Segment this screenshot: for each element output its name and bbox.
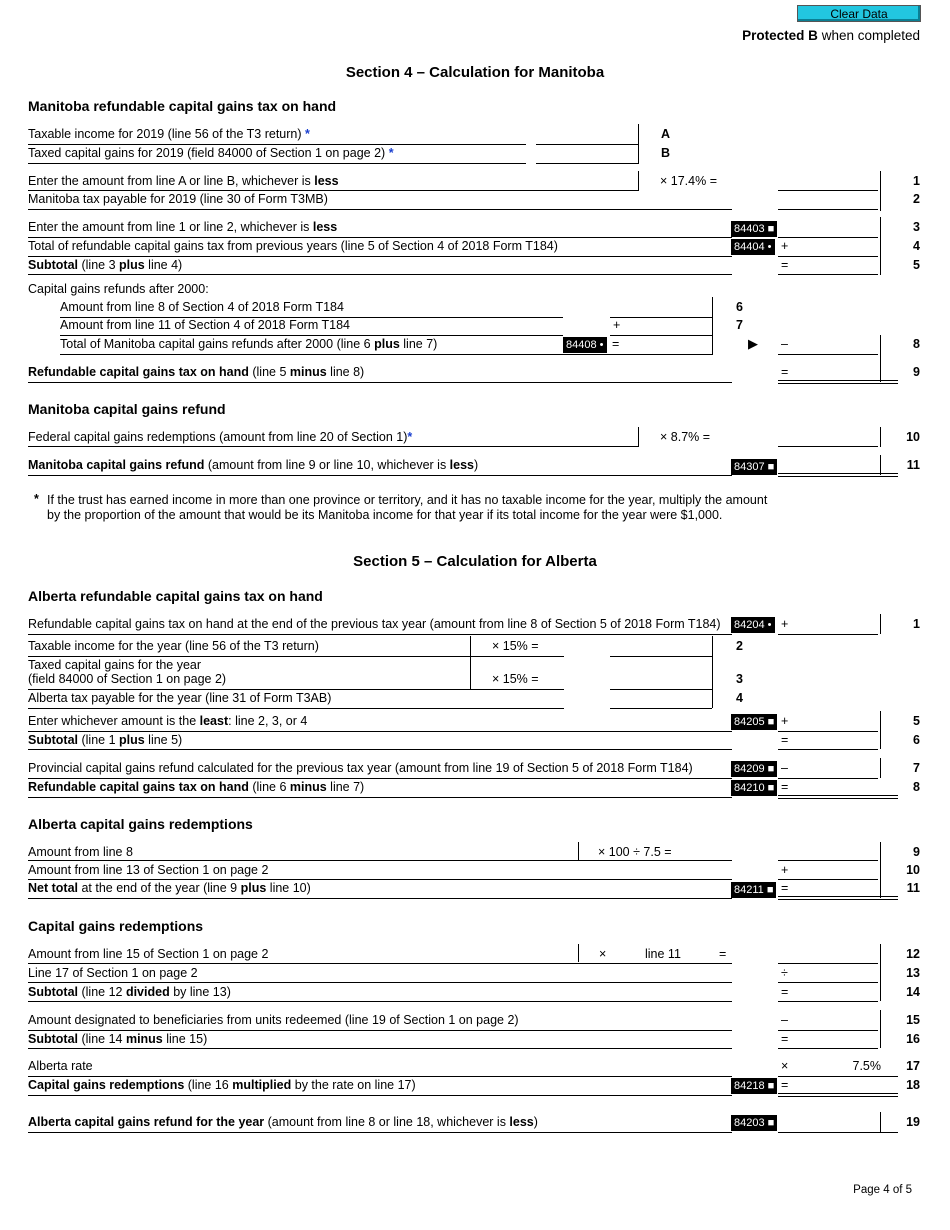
s5-line19-label bbox=[28, 1115, 538, 1129]
s4-line8-bold: plus bbox=[374, 337, 400, 351]
s5-line7-input[interactable] bbox=[795, 760, 882, 780]
s5-line17-rule bbox=[28, 1076, 732, 1077]
s5-line17-times: × bbox=[781, 1059, 789, 1073]
s4-line6-label: Amount from line 8 of Section 4 of 2018 Form T184 bbox=[60, 300, 344, 314]
s4-line8-text: Total of Manitoba capital gains refunds after 2000 (line 6 bbox=[60, 337, 375, 351]
s4-line10-text: Federal capital gains redemptions (amount from line 20 of Section 1) bbox=[28, 430, 408, 444]
s4-line9-r1: (line 5 bbox=[248, 365, 290, 379]
s5-line7-vbar bbox=[880, 758, 881, 778]
s4-line9-number: 9 bbox=[913, 365, 920, 379]
s5-line6-number: 6 bbox=[913, 733, 920, 747]
s5-line11-b2: plus bbox=[240, 881, 267, 895]
s5-line14-label bbox=[28, 985, 231, 999]
s5-line19-rule bbox=[28, 1132, 732, 1133]
arrow-right-icon: ▶ bbox=[748, 336, 758, 351]
s5-line6-r1: (line 1 bbox=[78, 733, 119, 747]
s5-line11-double-rule bbox=[778, 896, 898, 900]
field-code-84209: 84209 ■ bbox=[731, 761, 777, 777]
s4-lineA-text: Taxable income for 2019 (line 56 of the T3 return) bbox=[28, 127, 302, 141]
s4-line3-number: 3 bbox=[913, 220, 920, 234]
s5-line16-rule bbox=[28, 1048, 732, 1049]
s5-line17-number: 17 bbox=[906, 1059, 920, 1073]
s5-line19-input[interactable] bbox=[778, 1114, 882, 1134]
s5-line4-input[interactable] bbox=[610, 690, 714, 710]
s5-line11-equals: = bbox=[781, 881, 789, 895]
s5-line6-b1: Subtotal bbox=[28, 733, 78, 747]
s4-line5-r2: line 4) bbox=[144, 258, 183, 272]
s4-line2-label: Manitoba tax payable for 2019 (line 30 of Form T3MB) bbox=[28, 192, 328, 206]
clear-data-button[interactable]: Clear Data bbox=[797, 5, 921, 22]
footnote-line2: by the proportion of the amount that would be its Manitoba income for that year if its total income for the year were $1,000. bbox=[47, 508, 723, 522]
s5-line8-rule bbox=[28, 797, 732, 798]
s4-line10-vbar bbox=[880, 427, 881, 447]
s5-line8-number: 8 bbox=[913, 780, 920, 794]
s5-line3-number: 3 bbox=[736, 672, 743, 686]
s5-line13-label: Line 17 of Section 1 on page 2 bbox=[28, 966, 198, 980]
s5-line9-calc: × 100 ÷ 7.5 = bbox=[598, 845, 672, 859]
s5-line9-number: 9 bbox=[913, 845, 920, 859]
s5-line12-divider bbox=[578, 944, 579, 962]
s4-line7-input[interactable] bbox=[627, 317, 714, 337]
s4-line4-number: 4 bbox=[913, 239, 920, 253]
asterisk-icon: * bbox=[407, 430, 413, 444]
s5-line6-equals: = bbox=[781, 733, 789, 747]
s5-line8-b2: minus bbox=[289, 780, 327, 794]
s4-line8-number: 8 bbox=[913, 337, 920, 351]
s4-line2-box-rule bbox=[778, 209, 878, 210]
s5-line13-divide: ÷ bbox=[781, 966, 788, 980]
s5-line8-b1: Refundable capital gains tax on hand bbox=[28, 780, 249, 794]
s4-line10-number: 10 bbox=[906, 430, 920, 444]
s5-line5-post: : line 2, 3, or 4 bbox=[228, 714, 308, 728]
s4-line3-rule bbox=[28, 237, 732, 238]
s4-line10-calc: × 8.7% = bbox=[660, 430, 711, 444]
s4-line4-plus: + bbox=[781, 239, 789, 253]
s4-line5-equals: = bbox=[781, 258, 789, 272]
s5-line14-r2: by line 13) bbox=[169, 985, 231, 999]
s4-line6-number: 6 bbox=[736, 300, 743, 314]
s4-line10-rule bbox=[28, 446, 638, 447]
s4-line1-calc: × 17.4% = bbox=[660, 174, 717, 188]
s4-line9-b1: Refundable capital gains tax on hand bbox=[28, 365, 249, 379]
s4-line7-label: Amount from line 11 of Section 4 of 2018 Form T184 bbox=[60, 318, 350, 332]
s5-line1-input[interactable] bbox=[795, 616, 882, 636]
s4-line2-rule bbox=[28, 209, 732, 210]
s5-line18-b2: multiplied bbox=[232, 1078, 292, 1092]
s4-line4-label: Total of refundable capital gains tax from previous years (line 5 of Section 4 of 2018 Form T184) bbox=[28, 239, 558, 253]
s4-line3-label bbox=[28, 220, 337, 234]
s4-line1-bold: less bbox=[314, 174, 339, 188]
s5-line14-number: 14 bbox=[906, 985, 920, 999]
s5-line11-r1: at the end of the year (line 9 bbox=[78, 881, 241, 895]
s5-line6-rule bbox=[28, 749, 732, 750]
s5-line10-rule bbox=[28, 879, 732, 880]
s5-line5-plus: + bbox=[781, 714, 789, 728]
s5-line13-box-rule bbox=[778, 982, 878, 983]
s5-line9-rule bbox=[28, 860, 732, 861]
s5-line3-input[interactable] bbox=[610, 671, 714, 691]
s5-line19-b1: Alberta capital gains refund for the year bbox=[28, 1115, 265, 1129]
s5-line2-label: Taxable income for the year (line 56 of the T3 return) bbox=[28, 639, 319, 653]
s4-line2-input[interactable] bbox=[778, 191, 882, 211]
s5-line18-number: 18 bbox=[906, 1078, 920, 1092]
s4-line11-rule bbox=[28, 475, 732, 476]
s5-line8-label bbox=[28, 780, 364, 794]
s4-lineA-input[interactable] bbox=[536, 126, 640, 146]
s5-line1-box-rule bbox=[778, 634, 878, 635]
s5-line18-double-rule bbox=[778, 1093, 898, 1097]
s5-line16-b1: Subtotal bbox=[28, 1032, 78, 1046]
s5-line5-label bbox=[28, 714, 307, 728]
s4-line8-label bbox=[60, 337, 437, 351]
s5-line3-rule bbox=[28, 689, 564, 690]
s5-line15-minus: – bbox=[781, 1013, 788, 1027]
footnote-asterisk: * bbox=[34, 492, 39, 506]
section4-title: Section 4 – Calculation for Manitoba bbox=[345, 64, 605, 81]
s4-line8-equals: = bbox=[612, 337, 620, 351]
s4-line10-label bbox=[28, 430, 412, 444]
field-code-84211: 84211 ■ bbox=[731, 882, 776, 898]
s5-line12-label: Amount from line 15 of Section 1 on page 2 bbox=[28, 947, 269, 961]
s5-line16-label bbox=[28, 1032, 207, 1046]
s4-line4-input[interactable] bbox=[795, 238, 882, 258]
s5-line16-b2: minus bbox=[125, 1032, 163, 1046]
section5-alberta-redemptions-heading: Alberta capital gains redemptions bbox=[28, 816, 253, 832]
protected-b-notice bbox=[742, 28, 920, 43]
s5-line13-rule bbox=[28, 982, 732, 983]
s5-line2-3-divider bbox=[470, 636, 471, 690]
s4-line8-post: line 7) bbox=[399, 337, 438, 351]
section5-capital-gains-redemptions-heading: Capital gains redemptions bbox=[28, 918, 204, 934]
field-code-84205: 84205 ■ bbox=[731, 714, 777, 730]
s5-line18-equals: = bbox=[781, 1078, 789, 1092]
s5-line5-bold: least bbox=[199, 714, 229, 728]
s4-line11-r2: ) bbox=[474, 458, 479, 472]
s5-line8-r2: line 7) bbox=[326, 780, 365, 794]
s5-line16-r2: line 15) bbox=[162, 1032, 208, 1046]
s5-line1-number: 1 bbox=[913, 617, 920, 631]
s4-line3-bold: less bbox=[312, 220, 338, 234]
s5-line18-rule bbox=[28, 1095, 732, 1096]
field-code-84408: 84408 • bbox=[563, 337, 607, 353]
s5-line12-times: × bbox=[599, 947, 607, 961]
s5-line16-box-rule bbox=[778, 1048, 878, 1049]
s5-line6-b2: plus bbox=[119, 733, 145, 747]
s5-line14-rule bbox=[28, 1001, 732, 1002]
s4-line7-plus: + bbox=[613, 318, 621, 332]
s4-lineB-letter: B bbox=[661, 146, 671, 160]
s5-line11-r2: line 10) bbox=[266, 881, 311, 895]
s4-line5-box-rule bbox=[778, 274, 878, 275]
s4-line11-vbar bbox=[880, 455, 881, 475]
s4-line11-r1: (amount from line 9 or line 10, whichever is bbox=[204, 458, 450, 472]
s4-line5-b2: plus bbox=[119, 258, 145, 272]
s5-line19-r1: (amount from line 8 or line 18, whichever is bbox=[264, 1115, 510, 1129]
s5-line7-label: Provincial capital gains refund calculated for the previous tax year (amount from line 19 of Section 5 of 2018 Form T184) bbox=[28, 761, 693, 775]
s4-line11-b2: less bbox=[449, 458, 475, 472]
s4-line5-label bbox=[28, 258, 182, 272]
s4-line8-box-rule bbox=[778, 354, 878, 355]
s4-line2-number: 2 bbox=[913, 192, 920, 206]
s4-line10-box-rule bbox=[778, 446, 878, 447]
s4-line9-equals: = bbox=[781, 365, 789, 379]
s5-line3-label-b: (field 84000 of Section 1 on page 2) bbox=[28, 672, 227, 686]
s5-line14-b2: divided bbox=[125, 985, 170, 999]
s4-line4-rule bbox=[28, 256, 732, 257]
field-code-84404: 84404 • bbox=[731, 239, 775, 255]
s4-line7-number: 7 bbox=[736, 318, 743, 332]
s4-line8-minus: – bbox=[781, 337, 788, 351]
s5-line18-r1: (line 16 bbox=[184, 1078, 233, 1092]
s5-line12-rule bbox=[28, 963, 732, 964]
s4-line9-b2: minus bbox=[289, 365, 327, 379]
s5-line14-b1: Subtotal bbox=[28, 985, 78, 999]
s5-line4-number: 4 bbox=[736, 691, 743, 705]
s4-lineB-label bbox=[28, 146, 394, 160]
s5-line9-divider bbox=[578, 842, 579, 860]
s5-line18-r2: by the rate on line 17) bbox=[291, 1078, 416, 1092]
protected-b-suffix: when completed bbox=[817, 28, 920, 43]
s5-line8-double-rule bbox=[778, 795, 898, 799]
s5-line17-rate: 7.5% bbox=[852, 1059, 881, 1073]
s4-line6-input[interactable] bbox=[610, 299, 714, 319]
footnote-line1: If the trust has earned income in more than one province or territory, and it has no taxable income for the year, multiply the amount bbox=[47, 493, 768, 507]
s5-line2-calc: × 15% = bbox=[492, 639, 539, 653]
s5-line11-rule bbox=[28, 898, 732, 899]
s5-line19-b2: less bbox=[509, 1115, 534, 1129]
s5-line14-r1: (line 12 bbox=[78, 985, 126, 999]
s4-lineB-rule bbox=[28, 163, 526, 164]
s5-line4-label: Alberta tax payable for the year (line 31 of Form T3AB) bbox=[28, 691, 332, 705]
s4-line8-rule bbox=[60, 354, 712, 355]
s5-line2-box-rule bbox=[610, 656, 712, 657]
asterisk-icon: * bbox=[305, 127, 310, 141]
s5-line2-number: 2 bbox=[736, 639, 743, 653]
s4-line8-subtotal-input[interactable] bbox=[627, 336, 714, 356]
s5-line18-b1: Capital gains redemptions bbox=[28, 1078, 185, 1092]
asterisk-icon: * bbox=[388, 146, 394, 160]
s4-line9-r2: line 8) bbox=[326, 365, 365, 379]
s5-line13-number: 13 bbox=[906, 966, 920, 980]
s5-line8-r1: (line 6 bbox=[248, 780, 290, 794]
s4-lineA-rule bbox=[28, 144, 526, 145]
s4-line5-b1: Subtotal bbox=[28, 258, 78, 272]
s4-line5-number: 5 bbox=[913, 258, 920, 272]
s4-line5-r1: (line 3 bbox=[78, 258, 119, 272]
s5-line18-label bbox=[28, 1078, 416, 1092]
s5-line11-number: 11 bbox=[906, 881, 920, 895]
s5-line12-box-rule bbox=[778, 963, 878, 964]
s5-line8-equals: = bbox=[781, 780, 789, 794]
s5-line4-rule bbox=[28, 708, 564, 709]
s5-line6-label bbox=[28, 733, 182, 747]
protected-b-label: Protected B bbox=[742, 28, 818, 43]
s4-lineA-letter: A bbox=[661, 127, 671, 141]
s5-line16-r1: (line 14 bbox=[78, 1032, 126, 1046]
field-code-84203: 84203 ■ bbox=[731, 1115, 777, 1131]
s5-line9-box-rule bbox=[778, 860, 878, 861]
s5-line15-rule bbox=[28, 1030, 732, 1031]
s5-line11-label bbox=[28, 881, 311, 895]
s4-line9-rule bbox=[28, 382, 732, 383]
s5-line16-number: 16 bbox=[906, 1032, 920, 1046]
s5-line12-number: 12 bbox=[906, 947, 920, 961]
field-code-84218: 84218 ■ bbox=[731, 1078, 777, 1094]
s4-refunds-heading: Capital gains refunds after 2000: bbox=[28, 282, 209, 296]
s4-line5-rule bbox=[28, 274, 732, 275]
field-code-84210: 84210 ■ bbox=[731, 780, 777, 796]
s5-line15-number: 15 bbox=[906, 1013, 920, 1027]
s5-line12-line11-ref: line 11 bbox=[645, 947, 681, 961]
s5-line9-input[interactable] bbox=[778, 844, 882, 864]
s5-line5-rule bbox=[28, 731, 732, 732]
s5-line15-label: Amount designated to beneficiaries from units redeemed (line 19 of Section 1 on page 2) bbox=[28, 1013, 519, 1027]
s5-line1-label: Refundable capital gains tax on hand at the end of the previous tax year (amount from line 8 of Section 5 of 2018 Form T184) bbox=[28, 617, 721, 631]
s5-line1-rule bbox=[28, 634, 732, 635]
field-code-84403: 84403 ■ bbox=[731, 221, 777, 237]
s4-line1-divider bbox=[638, 171, 639, 191]
s5-line5-input[interactable] bbox=[795, 713, 882, 733]
s5-line11-b1: Net total bbox=[28, 881, 78, 895]
s5-line10-number: 10 bbox=[906, 863, 920, 877]
s5-line3-calc: × 15% = bbox=[492, 672, 539, 686]
s4-line1-rule bbox=[28, 190, 638, 191]
s5-line5-text: Enter whichever amount is the bbox=[28, 714, 200, 728]
s5-line3-label-a: Taxed capital gains for the year bbox=[28, 658, 202, 672]
s5-line9-label: Amount from line 8 bbox=[28, 845, 133, 859]
field-code-84307: 84307 ■ bbox=[731, 459, 777, 475]
s4-lineB-input[interactable] bbox=[536, 145, 640, 165]
s5-line4-box-rule bbox=[610, 708, 712, 709]
section4-manitoba-rcgtoh-heading: Manitoba refundable capital gains tax on hand bbox=[28, 98, 337, 114]
s4-line11-b1: Manitoba capital gains refund bbox=[28, 458, 205, 472]
section5-alberta-rcgtoh-heading: Alberta refundable capital gains tax on hand bbox=[28, 588, 323, 604]
s4-line1-number: 1 bbox=[913, 174, 920, 188]
s5-line19-vbar bbox=[880, 1112, 881, 1132]
section4-manitoba-refund-heading: Manitoba capital gains refund bbox=[28, 401, 226, 417]
s5-line14-equals: = bbox=[781, 985, 789, 999]
s4-line1-text: Enter the amount from line A or line B, whichever is bbox=[28, 174, 315, 188]
field-code-84204: 84204 • bbox=[731, 617, 775, 633]
s5-line19-number: 19 bbox=[906, 1115, 920, 1129]
s4-line9-label bbox=[28, 365, 364, 379]
s5-line19-box-rule bbox=[778, 1132, 898, 1133]
s4-line10-divider bbox=[638, 427, 639, 447]
s5-line6-box-rule bbox=[778, 749, 878, 750]
s5-line6-r2: line 5) bbox=[144, 733, 183, 747]
s5-line16-equals: = bbox=[781, 1032, 789, 1046]
s5-line1-plus: + bbox=[781, 617, 789, 631]
s4-lineA-label bbox=[28, 127, 310, 141]
s5-line12-equals: = bbox=[719, 947, 727, 961]
s5-line7-minus: – bbox=[781, 761, 788, 775]
s4-lineB-text: Taxed capital gains for 2019 (field 84000 of Section 1 on page 2) bbox=[28, 146, 386, 160]
s5-line1-vbar bbox=[880, 614, 881, 634]
s4-line1-label bbox=[28, 174, 339, 188]
section5-title: Section 5 – Calculation for Alberta bbox=[353, 553, 597, 570]
s4-line7-rule bbox=[60, 335, 563, 336]
s4-line9-double-rule bbox=[778, 380, 898, 384]
s5-line14-box-rule bbox=[778, 1001, 878, 1002]
s5-line5-number: 5 bbox=[913, 714, 920, 728]
s5-line15-input[interactable] bbox=[795, 1012, 882, 1032]
page-number: Page 4 of 5 bbox=[853, 1184, 912, 1196]
s5-line19-r2: ) bbox=[533, 1115, 538, 1129]
s5-line2-rule bbox=[28, 656, 564, 657]
s5-line7-rule bbox=[28, 778, 732, 779]
s4-line3-text: Enter the amount from line 1 or line 2, whichever is bbox=[28, 220, 313, 234]
s4-line8-input[interactable] bbox=[795, 336, 882, 356]
s4-line3-input[interactable] bbox=[778, 219, 882, 239]
s4-line11-number: 11 bbox=[906, 458, 920, 472]
s5-line17-label: Alberta rate bbox=[28, 1059, 93, 1073]
s5-line2-input[interactable] bbox=[610, 638, 714, 658]
s5-line10-label: Amount from line 13 of Section 1 on page 2 bbox=[28, 863, 269, 877]
s5-line7-number: 7 bbox=[913, 761, 920, 775]
s5-line10-plus: + bbox=[781, 863, 789, 877]
s4-lineB-box-rule bbox=[536, 163, 638, 164]
s4-line11-label bbox=[28, 458, 478, 472]
